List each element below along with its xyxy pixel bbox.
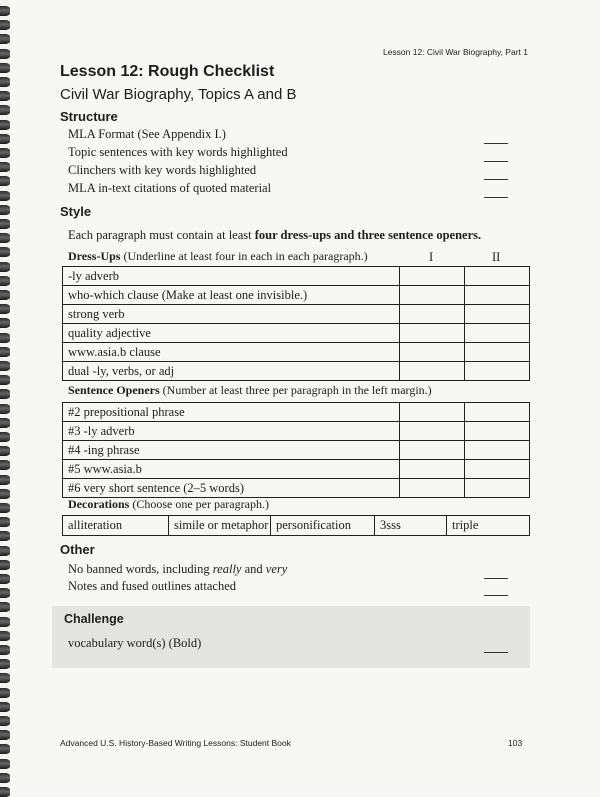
column-i-header: I: [429, 250, 434, 264]
table-row: [63, 479, 529, 497]
opener-label: #6 very short sentence (2–5 words): [63, 479, 400, 497]
dressup-label: who-which clause (Make at least one invisible.): [63, 286, 400, 304]
dressups-table: [62, 266, 530, 381]
other-heading: Other: [60, 542, 95, 557]
decoration-cell[interactable]: triple: [452, 518, 479, 532]
dressups-label: Dress-Ups (Underline at least four in each in each paragraph.): [68, 249, 368, 263]
decorations-label: Decorations (Choose one per paragraph.): [68, 497, 269, 511]
running-header: Lesson 12: Civil War Biography, Part 1: [382, 47, 528, 57]
table-row: [63, 460, 529, 479]
check-cell[interactable]: [465, 343, 529, 361]
table-row: [63, 343, 529, 362]
structure-item: Topic sentences with key words highlighted: [68, 145, 288, 159]
check-cell[interactable]: [465, 403, 529, 421]
dressup-label: www.asia.b clause: [63, 343, 400, 361]
check-cell[interactable]: [400, 362, 465, 380]
banned-words-item: No banned words, including really and very: [68, 562, 288, 576]
check-blank[interactable]: [484, 578, 508, 579]
opener-label: #5 www.asia.b: [63, 460, 400, 478]
dressup-label: strong verb: [63, 305, 400, 323]
check-cell[interactable]: [465, 286, 529, 304]
openers-label: Sentence Openers (Number at least three per paragraph in the left margin.): [68, 383, 432, 397]
check-cell[interactable]: [400, 286, 465, 304]
check-cell[interactable]: [400, 267, 465, 285]
check-cell[interactable]: [400, 324, 465, 342]
opener-label: #2 prepositional phrase: [63, 403, 400, 421]
style-heading: Style: [60, 204, 92, 219]
notes-item: Notes and fused outlines attached: [68, 579, 237, 593]
table-row: [63, 324, 529, 343]
table-row: [63, 267, 529, 286]
opener-label: #4 -ing phrase: [63, 441, 400, 459]
check-blank[interactable]: [484, 143, 508, 144]
table-row: [63, 305, 529, 324]
check-cell[interactable]: [465, 267, 529, 285]
check-cell[interactable]: [465, 441, 529, 459]
check-cell[interactable]: [400, 479, 465, 497]
check-cell[interactable]: [465, 305, 529, 323]
page-subtitle: Civil War Biography, Topics A and B: [60, 86, 297, 103]
check-cell[interactable]: [400, 343, 465, 361]
decoration-cell[interactable]: personification: [271, 516, 375, 535]
check-cell[interactable]: [400, 422, 465, 440]
check-cell[interactable]: [465, 362, 529, 380]
table-row: [63, 422, 529, 441]
structure-item: MLA in-text citations of quoted material: [68, 181, 272, 195]
page-title: Lesson 12: Rough Checklist: [60, 63, 275, 80]
check-cell[interactable]: [465, 479, 529, 497]
opener-label: #3 -ly adverb: [63, 422, 400, 440]
column-ii-header: II: [492, 250, 501, 264]
dressup-label: dual -ly, verbs, or adj: [63, 362, 400, 380]
check-cell[interactable]: [465, 460, 529, 478]
structure-item: Clinchers with key words highlighted: [68, 163, 257, 177]
structure-item: MLA Format (See Appendix I.): [68, 127, 226, 141]
check-cell[interactable]: [400, 460, 465, 478]
decoration-cell[interactable]: 3sss: [375, 516, 447, 535]
table-row: [63, 362, 529, 380]
decorations-table: [62, 515, 530, 536]
structure-heading: Structure: [60, 109, 118, 124]
challenge-heading: Challenge: [64, 612, 124, 626]
openers-table: [62, 402, 530, 498]
check-cell[interactable]: [400, 305, 465, 323]
decoration-cell[interactable]: alliteration: [63, 516, 169, 535]
table-row: [63, 286, 529, 305]
check-cell[interactable]: [465, 422, 529, 440]
page-number: 103: [508, 738, 523, 748]
check-blank[interactable]: [484, 595, 508, 596]
check-cell[interactable]: [400, 441, 465, 459]
check-cell[interactable]: [465, 324, 529, 342]
challenge-item: vocabulary word(s) (Bold): [68, 636, 202, 650]
footer-book-title: Advanced U.S. History-Based Writing Lessons: Student Book: [60, 738, 291, 748]
check-blank[interactable]: [484, 179, 508, 180]
check-blank[interactable]: [484, 161, 508, 162]
dressup-label: quality adjective: [63, 324, 400, 342]
table-row: [63, 403, 529, 422]
decoration-cell[interactable]: simile or metaphor: [169, 516, 271, 535]
dressup-label: -ly adverb: [63, 267, 400, 285]
check-cell[interactable]: [400, 403, 465, 421]
check-blank[interactable]: [484, 652, 508, 653]
style-intro: Each paragraph must contain at least four dress-ups and three sentence openers.: [68, 228, 482, 242]
check-blank[interactable]: [484, 197, 508, 198]
table-row: [63, 441, 529, 460]
